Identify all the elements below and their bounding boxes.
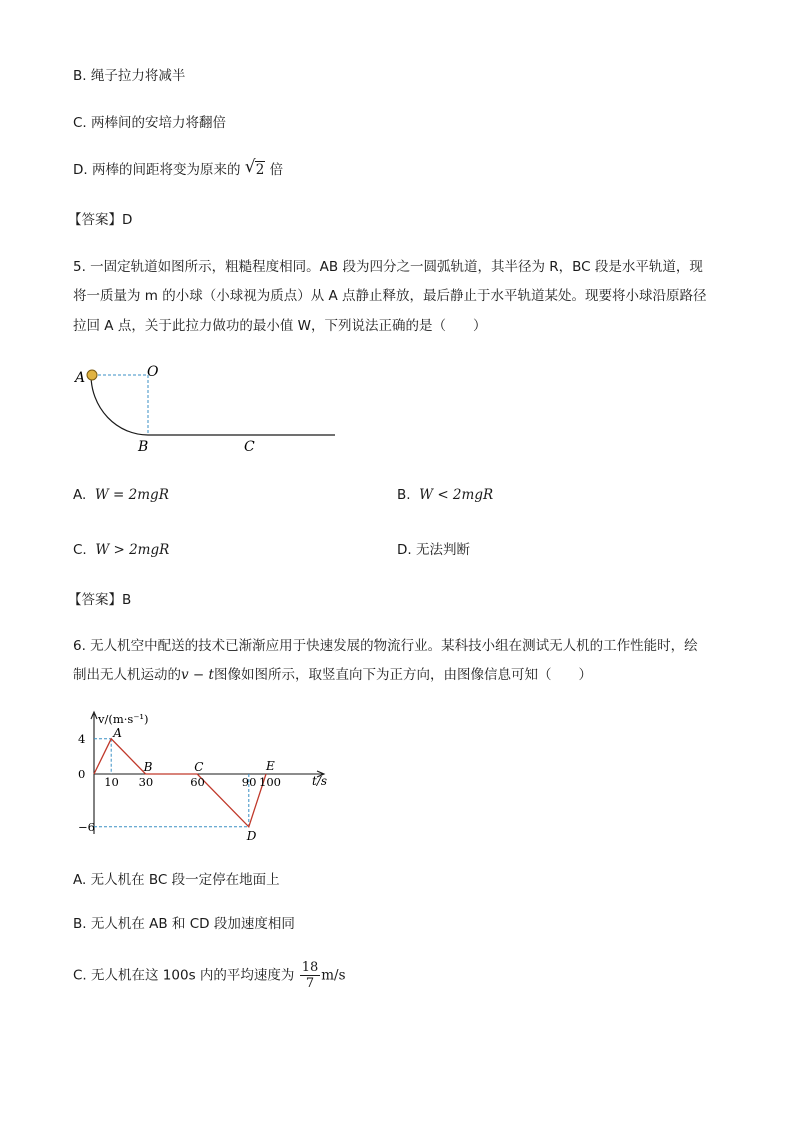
fraction-denominator: 7 [305, 976, 315, 991]
label-o: O [147, 364, 159, 380]
x-tick-label: 90 [241, 775, 257, 789]
answer-value: B [122, 592, 132, 608]
x-tick-label: 60 [190, 775, 205, 789]
option-c-math: W > 2mgR [95, 542, 170, 558]
y-tick-label: −6 [78, 819, 95, 834]
point-label-c: C [194, 760, 204, 774]
q6-option-c-unit: m/s [321, 967, 346, 984]
option-b-prefix: B. [397, 487, 411, 503]
point-label-a: A [113, 725, 122, 740]
q4-option-d [73, 157, 284, 180]
answer-value: D [122, 212, 133, 228]
q5-answer [68, 590, 131, 610]
ball [87, 370, 97, 380]
x-axis-label: t/s [312, 774, 328, 788]
fraction-numerator: 18 [301, 960, 319, 975]
q6-option-c-prefix: C. 无人机在这 100s 内的平均速度为 [73, 967, 295, 984]
x-tick-label: 30 [138, 775, 154, 789]
answer-label: 【答案】 [68, 592, 122, 608]
q5-option-d: D. 无法判断 [397, 542, 470, 558]
q4-option-b: B. 绳子拉力将减半 [73, 68, 186, 84]
q6-option-c [73, 960, 346, 991]
q5-track-figure [70, 358, 350, 458]
arc-track [91, 375, 148, 435]
y-tick-label: 0 [78, 767, 86, 781]
q5-option-a [73, 485, 169, 505]
q5-option-b [397, 485, 493, 505]
sqrt-arg: 2 [255, 162, 265, 178]
label-c: C [244, 439, 255, 455]
x-tick-label: 100 [259, 775, 281, 789]
option-b-math: W < 2mgR [419, 487, 494, 503]
q5-text-line-2: 将一质量为 m 的小球（小球视为质点）从 A 点静止释放，最后静止于水平轨道某处。现要将小球沿原路径 [73, 288, 707, 304]
vt-chart [78, 708, 338, 843]
point-label-e: E [266, 759, 275, 773]
q6-option-b: B. 无人机在 AB 和 CD 段加速度相同 [73, 916, 295, 932]
x-tick-label: 10 [104, 775, 119, 789]
y-axis-label: v/(m·s⁻¹) [98, 712, 149, 726]
answer-label: 【答案】 [68, 212, 122, 228]
q5-text-line-3: 拉回 A 点，关于此拉力做功的最小值 W，下列说法正确的是（ ） [73, 318, 487, 334]
label-b: B [138, 439, 149, 455]
q4-option-d-prefix: D. 两棒的间距将变为原来的 [73, 162, 241, 178]
option-c-prefix: C. [73, 542, 87, 558]
sqrt-2: √ 2 [244, 157, 265, 178]
y-tick-label: 4 [78, 731, 86, 746]
q6-option-a: A. 无人机在 BC 段一定停在地面上 [73, 872, 280, 888]
point-label-b: B [143, 760, 153, 774]
label-a: A [75, 370, 86, 386]
q6-line2-suffix: 图像如图所示，取竖直向下为正方向，由图像信息可知（ ） [213, 667, 592, 683]
q5-option-c [73, 540, 169, 560]
option-a-prefix: A. [73, 487, 87, 503]
point-label-d: D [246, 828, 257, 843]
q6-text-line-1: 6. 无人机空中配送的技术已渐渐应用于快速发展的物流行业。某科技小组在测试无人机的工作性能时，绘 [73, 638, 698, 654]
option-a-math: W = 2mgR [94, 487, 169, 503]
q6-line2-prefix: 制出无人机运动的 [73, 667, 181, 683]
q6-line2-math: v − t [181, 667, 214, 683]
q5-text-line-1: 5. 一固定轨道如图所示，粗糙程度相同。AB 段为四分之一圆弧轨道，其半径为 R，BC 段是水平轨道，现 [73, 259, 703, 275]
q4-answer [68, 210, 132, 230]
q6-text-line-2 [73, 665, 592, 685]
fraction-18-7 [300, 960, 321, 991]
q4-option-d-suffix: 倍 [269, 162, 284, 178]
series-line [94, 739, 266, 827]
q4-option-c: C. 两棒间的安培力将翻倍 [73, 115, 227, 131]
